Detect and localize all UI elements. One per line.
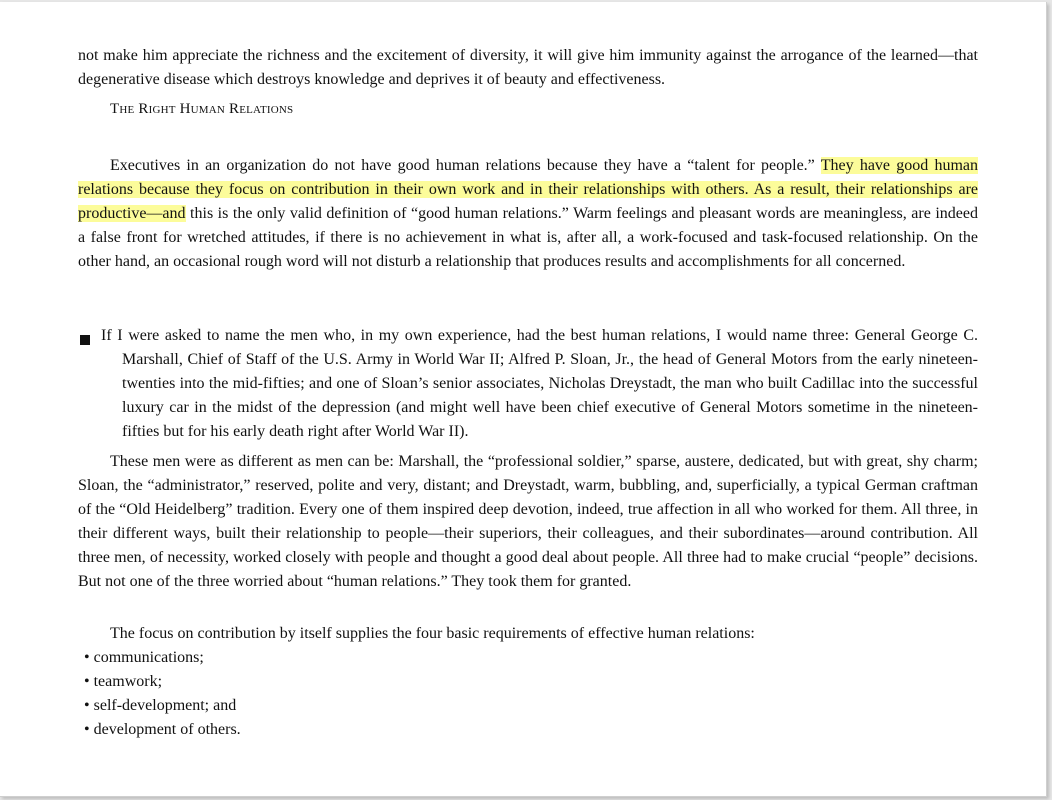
- paragraph-best-human-relations: If I were asked to name the men who, in my own experience, had the best human relations, I would name three: General George C. Marshall, Chief of Staff of the U.S. Army in World War II; Alfred P. Sloan, Jr., the head of General Motors from the early nineteen-twenties into the mid-fifties; and one of Sloan’s senior associates, Nicholas Dreystadt, the man who built Cadillac into the successful luxury car in the midst of the depression (and might well have been chief executive of General Motors sometime in the nineteen-fifties but for his early death right after World War II).: [101, 327, 978, 440]
- paragraph-executives: [78, 154, 978, 274]
- paragraph-focus: The focus on contribution by itself supplies the four basic requirements of effective human relations:: [110, 625, 755, 642]
- list-item: • communications;: [84, 649, 204, 666]
- square-bullet-icon: [80, 335, 90, 345]
- requirements-list: [84, 646, 241, 742]
- bullet-dot-icon: •: [84, 721, 90, 738]
- bullet-dot-icon: •: [84, 697, 90, 714]
- paragraph-three-men: These men were as different as men can be: Marshall, the “professional soldier,” sparse, austere, dedicated, but with great, shy charm; Sloan, the “administrator,” reserved, polite and very, distant; and Dreystadt, warm, bubbling, and, superficially, a typical German craftman of the “Old Heidelberg” tradition. Every one of them inspired deep devotion, indeed, true affection in all who worked for them. All three, in their different ways, built their relationship to people—their superiors, their colleagues, and their subordinates—around contribution. All three men, of necessity, worked closely with people and thought a good deal about people. All three had to make crucial “people” decisions. But not one of the three worried about “human relations.” They took them for granted.: [78, 453, 978, 590]
- list-item: • teamwork;: [84, 673, 163, 690]
- bullet-dot-icon: •: [84, 673, 90, 690]
- paragraph-opening: not make him appreciate the richness and the excitement of diversity, it will give him immunity against the arrogance of the learned—that degenerative disease which destroys knowledge and deprives it of beauty and effectiveness.: [78, 47, 978, 88]
- section-heading: [110, 97, 293, 121]
- list-item: • development of others.: [84, 721, 241, 738]
- highlighted-text[interactable]: They have good human relations because they focus on contribution in their own work and in their relationships with others. As a result, their relationships are productive—and: [78, 157, 979, 222]
- list-item: • self-development; and: [84, 697, 237, 714]
- section-heading-text: The Right Human Relations: [110, 101, 294, 117]
- document-page: [0, 2, 1047, 797]
- paragraph-executives-start: Executives in an organization do not have good human relations because they have a “talent for people.”: [110, 157, 821, 174]
- paragraph-executives-end: this is the only valid definition of “good human relations.” Warm feelings and pleasant words are meaningless, are indeed a false front for wretched attitudes, if there is no achievement in what is, after all, a work-focused and task-focused relationship. On the other hand, an occasional rough word will not disturb a relationship that produces results and accomplishments for all concerned.: [78, 205, 978, 270]
- bullet-dot-icon: •: [84, 649, 90, 666]
